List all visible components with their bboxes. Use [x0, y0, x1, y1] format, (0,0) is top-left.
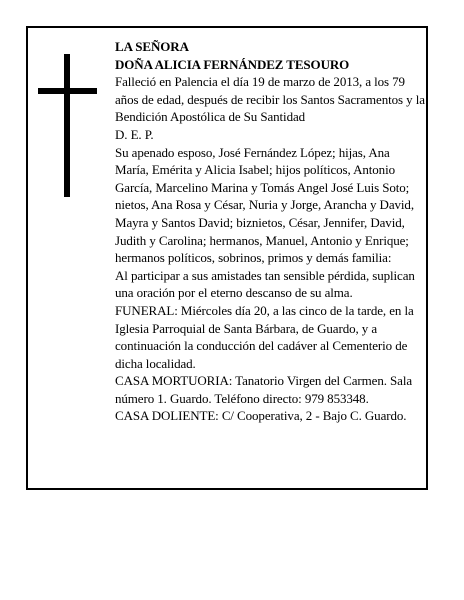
rip-line: D. E. P.	[115, 126, 154, 142]
family-paragraph: Su apenado esposo, José Fernández López; hijas, Ana María, Emérita y Alicia Isabel; hijos políticos, Antonio García, Marcelino Marina y Tomás Angel José Luis Soto; nietos, Ana Rosa y César, Nuria y Jorge, Arancha y David, Mayra y Santos David; biznietos, César, Jennifer, David, Judith y Carolina; hermanos, Manuel, Antonio y Enrique; hermanos políticos, sobrinos, primos y demás familia:	[115, 144, 414, 266]
mortuary-paragraph: CASA MORTUORIA: Tanatorio Virgen del Carmen. Sala número 1. Guardo. Teléfono directo: 979 853348.	[115, 373, 413, 406]
mourning-house-paragraph: CASA DOLIENTE: C/ Cooperativa, 2 - Bajo C. Guardo.	[115, 408, 407, 424]
cross-icon-crossbar	[38, 88, 97, 94]
cross-icon	[64, 54, 70, 197]
heading-title: LA SEÑORA	[115, 39, 189, 54]
funeral-paragraph: FUNERAL: Miércoles día 20, a las cinco de la tarde, en la Iglesia Parroquial de Santa Bárbara, de Guardo, y a continuación la conducción del cadáver al Cementerio de dicha localidad.	[115, 302, 414, 371]
deceased-name: DOÑA ALICIA FERNÁNDEZ TESOURO	[115, 56, 350, 72]
obituary-text	[115, 38, 425, 425]
request-paragraph: Al participar a sus amistades tan sensible pérdida, suplican una oración por el eterno descanso de su alma.	[115, 267, 415, 301]
death-paragraph: Falleció en Palencia el día 19 de marzo de 2013, a los 79 años de edad, después de recibir los Santos Sacramentos y la Bendición Apostólica de Su Santidad	[115, 74, 425, 125]
